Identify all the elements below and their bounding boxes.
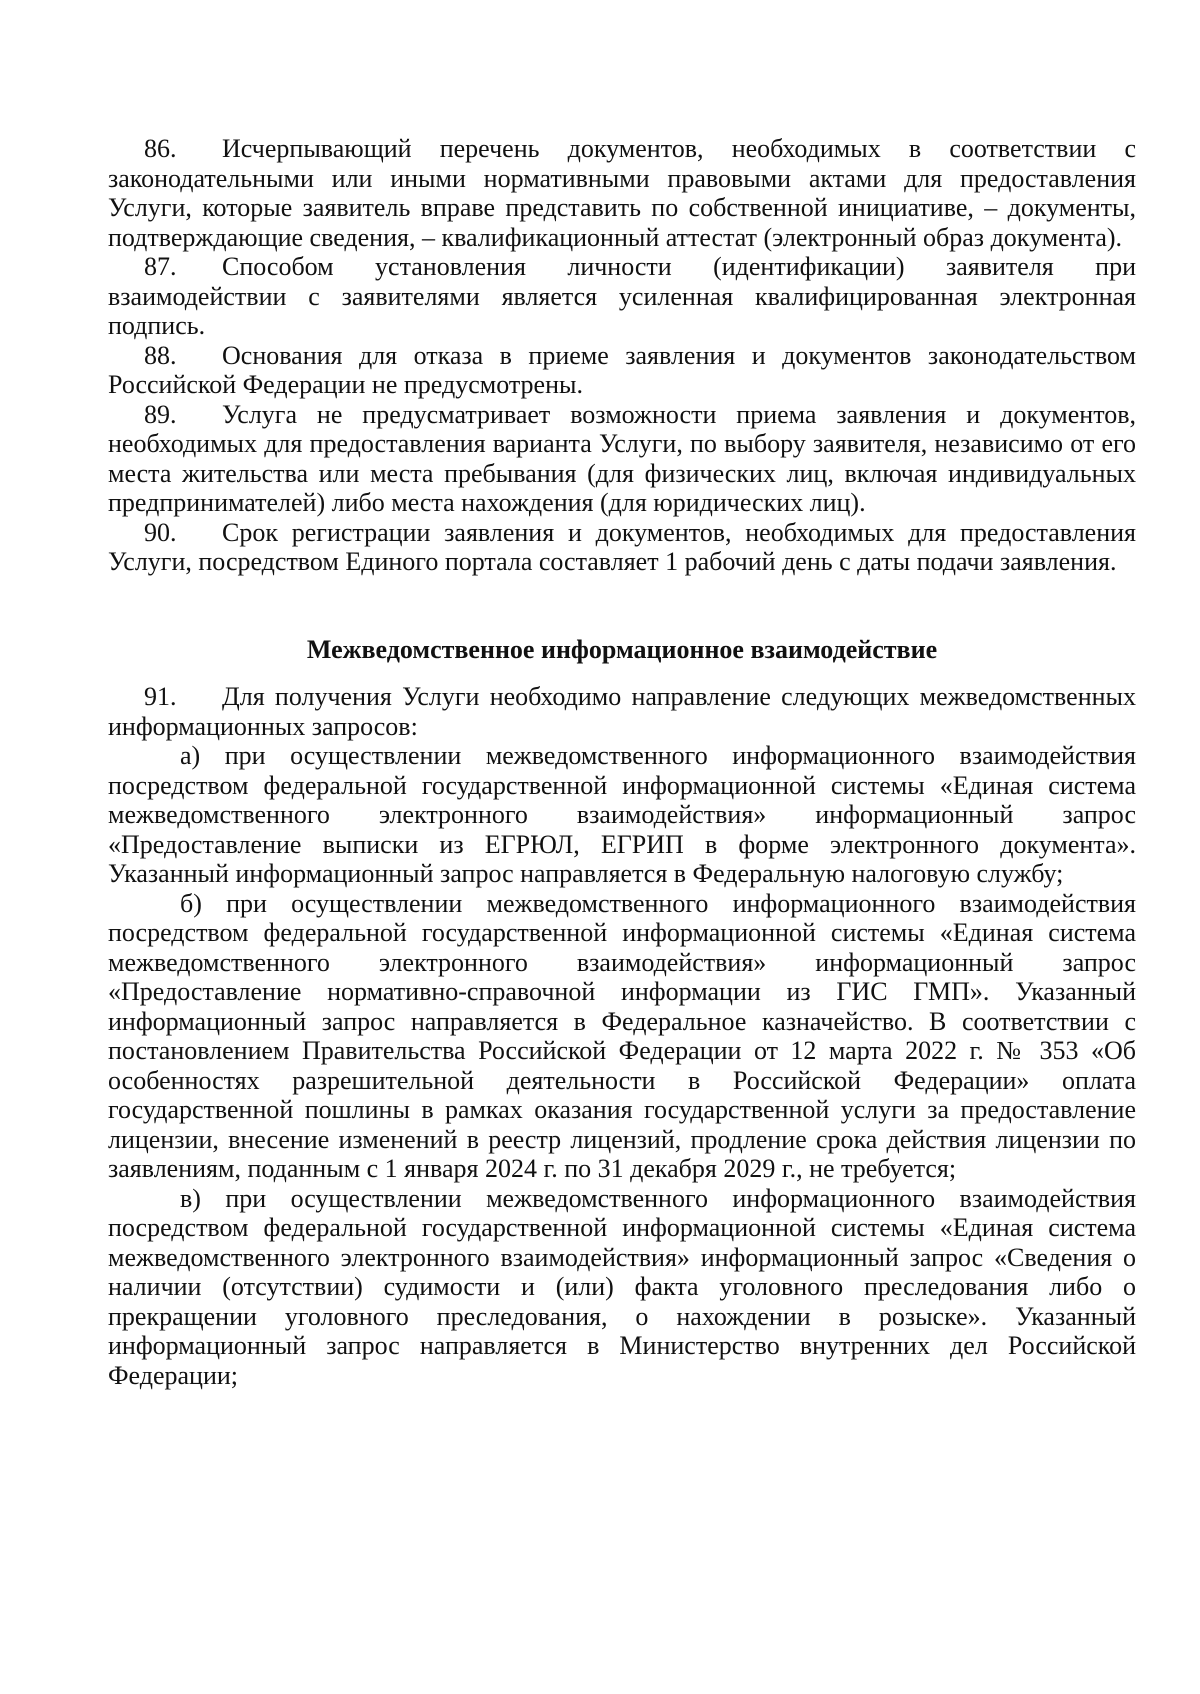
- paragraph-88: [108, 341, 1136, 400]
- paragraph-90: [108, 518, 1136, 577]
- paragraph-number: 87.: [144, 252, 177, 281]
- paragraph-text: Основания для отказа в приеме заявления и документов законодательством Российской Федерации не предусмотрены.: [108, 340, 1136, 399]
- paragraph-text: Услуга не предусматривает возможности приема заявления и документов, необходимых для предоставления варианта Услуги, по выбору заявителя, независимо от его места жительства или места пребывания (для физических лиц, включая индивидуальных предпринимателей) либо места нахождения (для юридических лиц).: [108, 399, 1136, 517]
- paragraph-86: [108, 134, 1136, 252]
- paragraph-number: 88.: [144, 340, 177, 370]
- document-page: [108, 134, 1136, 1390]
- paragraph-text: Для получения Услуги необходимо направление следующих межведомственных информационных запросов:: [108, 682, 1136, 741]
- subitem-a: а) при осуществлении межведомственного информационного взаимодействия посредством федеральной государственной информационной системы «Единая система межведомственного электронного взаимодействия» информационный запрос «Предоставление выписки из ЕГРЮЛ, ЕГРИП в форме электронного документа». Указанный информационный запрос направляется в Федеральную налоговую службу;: [108, 741, 1136, 888]
- paragraph-text: Способом установления личности (идентификации) заявителя при взаимодействии с заявителями является усиленная квалифицированная электронная подпись.: [108, 252, 1136, 340]
- paragraph-number: 89.: [144, 399, 177, 429]
- paragraph-89: [108, 400, 1136, 518]
- subitem-v: в) при осуществлении межведомственного информационного взаимодействия посредством федеральной государственной информационной системы «Единая система межведомственного электронного взаимодействия» информационный запрос «Сведения о наличии (отсутствии) судимости и (или) факта уголовного преследования либо о прекращении уголовного преследования, о нахождении в розыске». Указанный информационный запрос направляется в Министерство внутренних дел Российской Федерации;: [108, 1183, 1136, 1390]
- subitem-b: б) при осуществлении межведомственного информационного взаимодействия посредством федеральной государственной информационной системы «Единая система межведомственного электронного взаимодействия» информационный запрос «Предоставление нормативно-справочной информации из ГИС ГМП». Указанный информационный запрос направляется в Федеральное казначейство. В соответствии с постановлением Правительства Российской Федерации от 12 марта 2022 г. № 353 «Об особенностях разрешительной деятельности в Российской Федерации» оплата государственной пошлины в рамках оказания государственной услуги за предоставление лицензии, внесение изменений в реестр лицензий, продление срока действия лицензии по заявлениям, поданным с 1 января 2024 г. по 31 декабря 2029 г., не требуется;: [108, 888, 1136, 1183]
- paragraph-number: 86.: [144, 134, 177, 163]
- paragraph-text: Исчерпывающий перечень документов, необходимых в соответствии с законодательными или иными нормативными правовыми актами для предоставления Услуги, которые заявитель вправе представить по собственной инициативе, – документы, подтверждающие сведения, – квалификационный аттестат (электронный образ документа).: [108, 134, 1136, 252]
- paragraph-number: 91.: [144, 682, 177, 711]
- section-heading: Межведомственное информационное взаимодействие: [306, 634, 938, 664]
- paragraph-text: Срок регистрации заявления и документов, необходимых для предоставления Услуги, посредством Единого портала составляет 1 рабочий день с даты подачи заявления.: [108, 517, 1136, 576]
- paragraph-91: [108, 682, 1136, 741]
- paragraph-number: 90.: [144, 517, 177, 547]
- paragraph-87: [108, 252, 1136, 341]
